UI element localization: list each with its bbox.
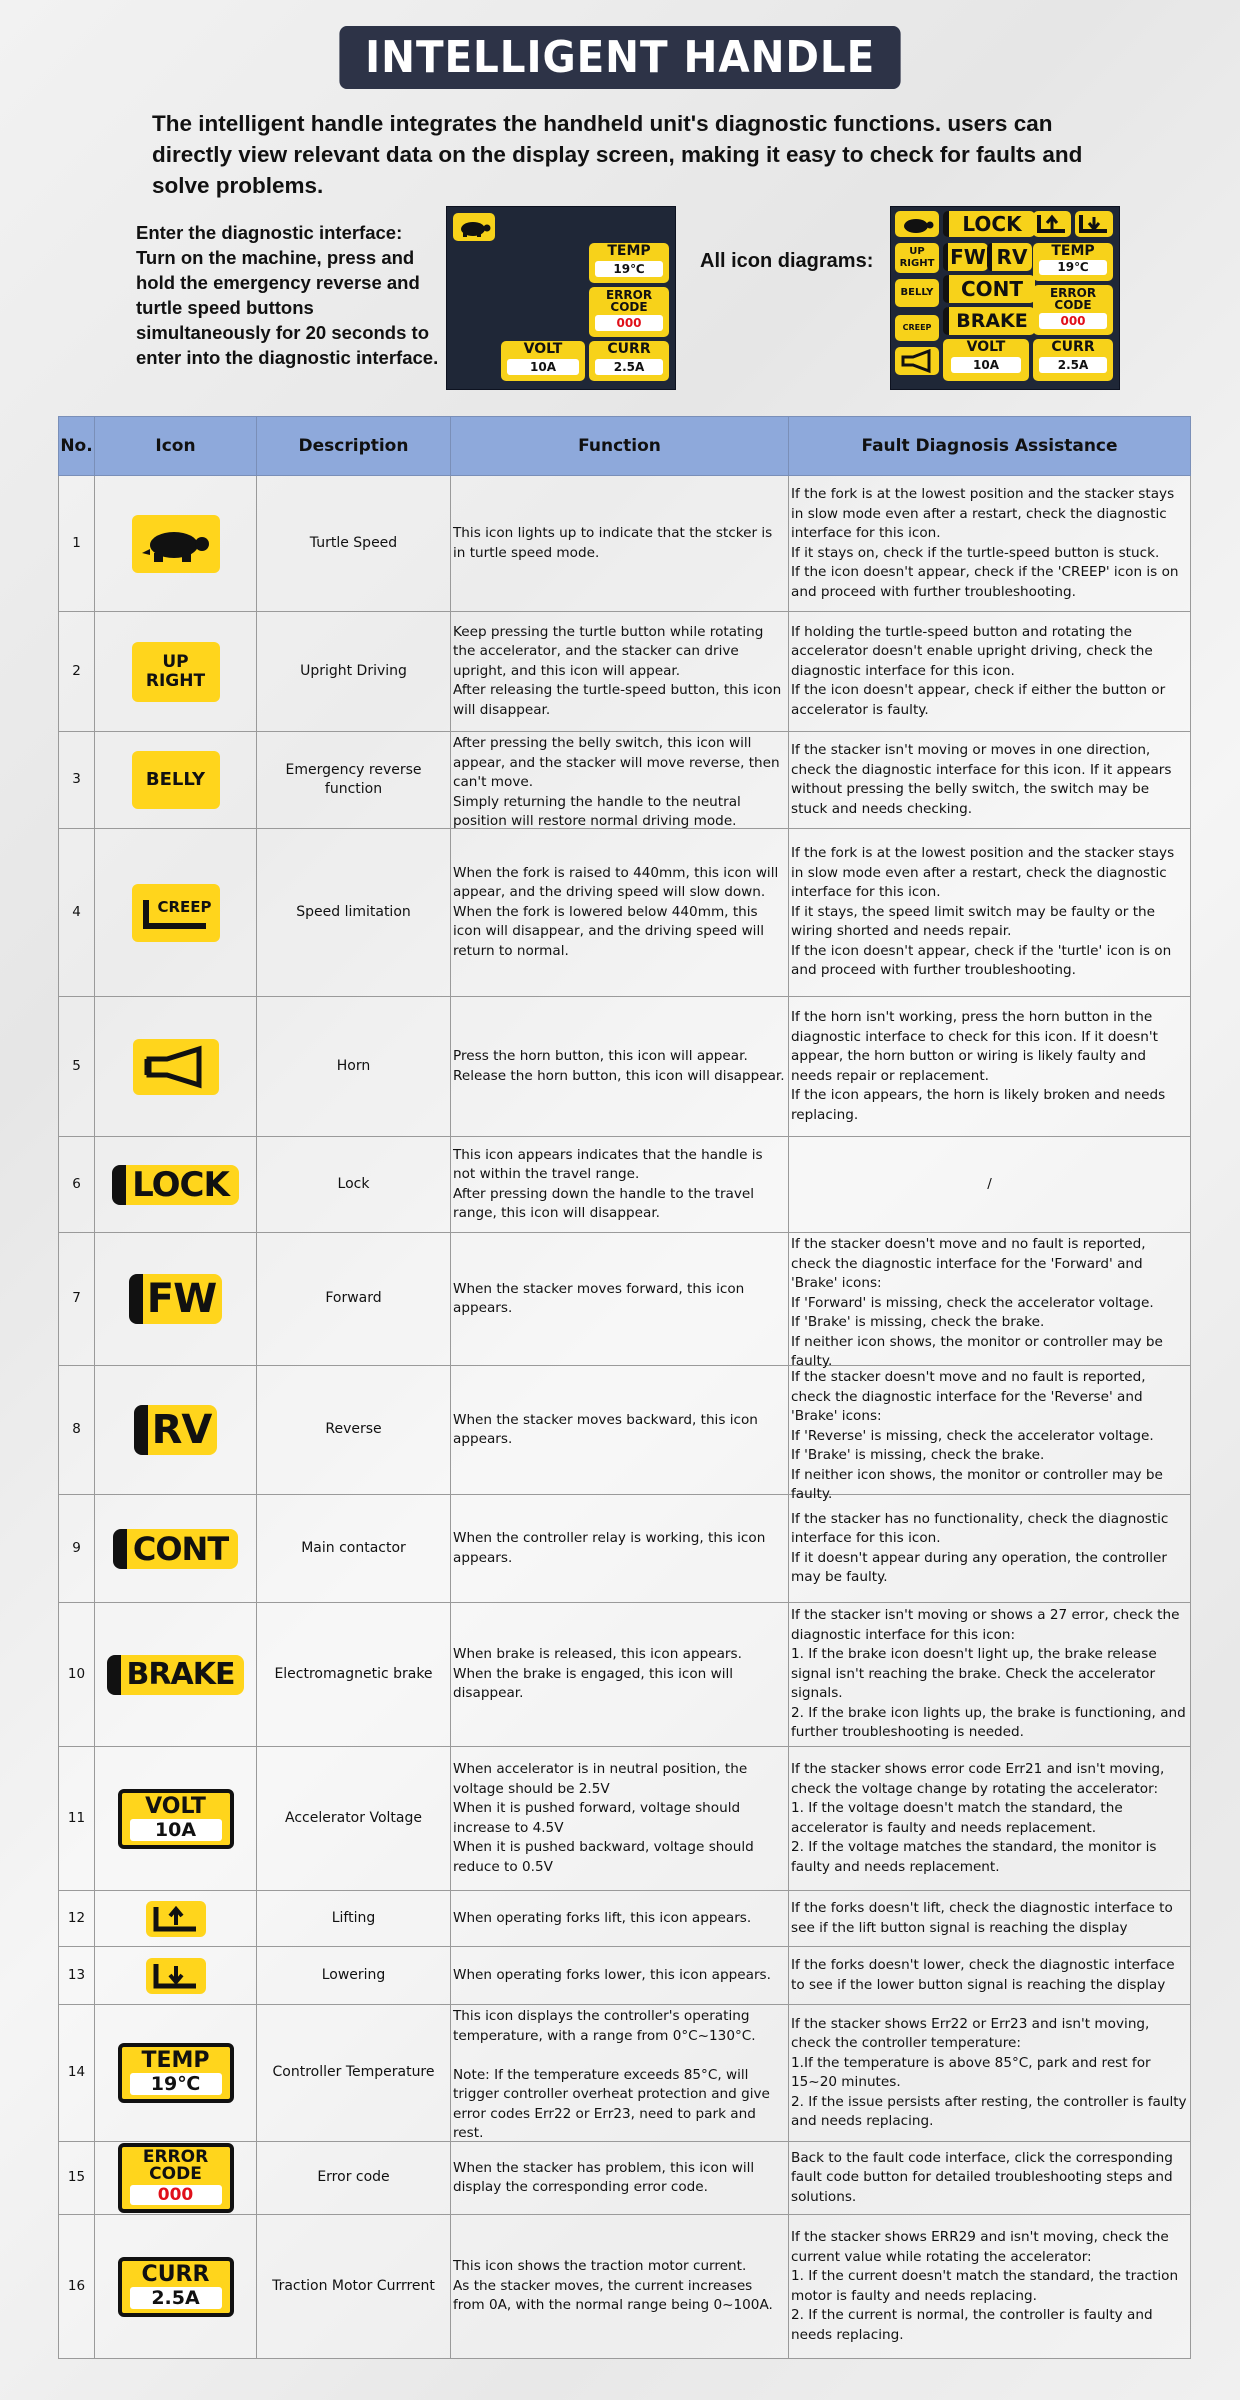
row-description-text: Lowering [321,1966,386,1983]
row-function-text: Keep pressing the turtle button while rotating the accelerator, and the stacker can drive upright, and this icon will appear. After releasing the turtle-speed button, this icon will disappear. [453,623,782,718]
table-header-row [59,417,1191,476]
row-number-text: 6 [72,1175,81,1192]
row-number-text: 1 [72,534,81,551]
row-function-text: This icon lights up to indicate that the stcker is in turtle speed mode. [453,525,773,561]
row-fault-assistance [789,612,1191,732]
row-number [59,1137,95,1233]
row-number [59,1891,95,1947]
row-icon [95,1947,257,2005]
row-fault-assistance [789,2142,1191,2215]
row-fault-assistance-text: If the stacker isn't moving or shows a 27 error, check the diagnostic interface for this icon: 1. If the brake icon doesn't light up, the brake release signal isn't reaching the brake. Check the accelerator signals. 2. If the brake icon lights up, the brake is functioning, and further troubleshooting is needed. [791,1607,1186,1741]
current-icon: CURR 2.5A [118,2279,234,2295]
row-number [59,1366,95,1495]
row-number [59,2142,95,2215]
enter-diagnostic-text: Enter the diagnostic interface: Turn on the machine, press and hold the emergency reverse and turtle speed buttons simultaneously for 20 seconds to enter into the diagnostic interface. [136,222,439,368]
row-number [59,2215,95,2359]
row-icon [95,1366,257,1495]
row-fault-assistance-text: If the forks doesn't lower, check the diagnostic interface to see if the lower button signal is reaching the display [791,1957,1175,1993]
belly-icon: BELLY [895,279,939,307]
row-fault-assistance [789,997,1191,1137]
row-function-text: When accelerator is in neutral position, the voltage should be 2.5V When it is pushed forward, voltage should increase to 4.5V When it is pushed backward, voltage should reduce to 0.5V [453,1761,754,1875]
row-description-text: Error code [317,2169,390,2186]
row-function-text: When the stacker moves forward, this icon appears. [453,1280,745,1316]
row-function-text: Press the horn button, this icon will appear. Release the horn button, this icon will disappear. [453,1048,785,1084]
header-icon: Icon [95,417,257,476]
row-number [59,997,95,1137]
row-description-text: Lifting [331,1909,376,1926]
screen-curr-box: CURR 2.5A [1033,339,1113,381]
row-fault-assistance [789,2005,1191,2142]
row-function [451,732,789,829]
row-number-text: 4 [72,903,81,920]
row-function [451,2005,789,2142]
row-function-text: When operating forks lift, this icon appears. [453,1909,752,1926]
row-function-text: When the fork is raised to 440mm, this icon will appear, and the driving speed will slow down. When the fork is lowered below 440mm, this icon will disappear, and the driving speed will return to normal. [453,864,779,959]
row-function [451,1366,789,1495]
lock-icon: LOCK [112,1184,239,1200]
table-row [59,732,1191,829]
row-number [59,1947,95,2005]
upright-icon: UP RIGHT [895,243,939,273]
row-fault-assistance-text: If holding the turtle-speed button and rotating the accelerator doesn't enable upright driving, check the diagnostic interface for this icon. If the icon doesn't appear, check if either the button or accelerator is faulty. [791,623,1166,718]
lifting-icon [146,1911,206,1927]
row-fault-assistance-text: If the stacker doesn't move and no fault is reported, check the diagnostic interface for the 'Forward' and 'Brake' icons: If 'Forward' is missing, check the accelerator voltage. If 'Brake' is missing, check the brake. If neither icon shows, the monitor or controller may be faulty. [791,1236,1163,1369]
diagnostic-table [58,416,1191,2359]
row-function [451,1137,789,1233]
row-description-text: Controller Temperature [272,2064,435,2081]
row-description [257,2005,451,2142]
row-icon [95,732,257,829]
temp-icon: TEMP 19℃ [118,2065,234,2081]
row-number [59,1495,95,1603]
row-description [257,2142,451,2215]
row-function-text: When the stacker moves backward, this icon appears. [453,1411,758,1447]
row-fault-assistance [789,732,1191,829]
row-fault-assistance [789,1137,1191,1233]
row-description-text: Main contactor [301,1539,406,1556]
horn-icon [133,1059,219,1075]
screen-error-box: ERROR CODE 000 [1033,285,1113,335]
row-number [59,612,95,732]
row-icon [95,1603,257,1747]
row-fault-assistance [789,1947,1191,2005]
row-function-text: When operating forks lower, this icon appears. [453,1966,771,1983]
row-fault-assistance-text: If the stacker shows error code Err21 and isn't moving, check the voltage change by rotating the accelerator: 1. If the voltage doesn't match the standard, the accelerator is faulty and needs replacement. 2. If the voltage matches the standard, the monitor is faulty and needs replacement. [791,1761,1165,1875]
intro-text: The intelligent handle integrates the handheld unit's diagnostic functions. users can directly view relevant data on the display screen, making it easy to check for faults and solve problems. [152,111,1083,198]
row-number [59,2005,95,2142]
row-number [59,829,95,997]
row-fault-assistance [789,1603,1191,1747]
volt-icon: VOLT 10A [118,1811,234,1827]
horn-icon [895,347,939,375]
table-row [59,1495,1191,1603]
row-function [451,1495,789,1603]
row-description [257,1366,451,1495]
turtle-icon [895,211,939,237]
row-fault-assistance [789,1366,1191,1502]
row-fault-assistance-text: If the stacker doesn't move and no fault is reported, check the diagnostic interface for the 'Reverse' and 'Brake' icons: If 'Reverse' is missing, check the accelerator voltage. If 'Brake' is missing, check the brake. If neither icon shows, the monitor or controller may be faulty. [791,1369,1163,1502]
row-description [257,2215,451,2359]
row-description-text: Turtle Speed [309,534,398,551]
forward-icon: FW [943,243,988,271]
title-banner [0,26,1240,89]
screen-error-box: ERROR CODE 000 [589,287,669,337]
table-row [59,1366,1191,1495]
row-function-text: This icon displays the controller's operating temperature, with a range from 0°C~130°C. Note: If the temperature exceeds 85°C, will trigger controller overheat protection and give error codes Err22 or Err23, need to park and rest. [453,2008,770,2141]
row-fault-assistance [789,829,1191,997]
screen-lock-icon: LOCK [943,211,1035,237]
screen-temp-box: TEMP 19℃ [589,243,669,283]
row-number-text: 2 [72,662,81,679]
row-fault-assistance [789,1495,1191,1603]
row-number-text: 12 [67,1909,86,1926]
belly-icon: BELLY [132,772,220,788]
row-function [451,1947,789,2005]
table-row [59,997,1191,1137]
lowering-icon [1075,211,1113,237]
forward-icon: FW [129,1300,222,1316]
row-description [257,1495,451,1603]
row-icon [95,1891,257,1947]
row-fault-assistance-text: If the fork is at the lowest position and the stacker stays in slow mode even after a restart, check the diagnostic interface for this icon. If it stays, the speed limit switch may be faulty or the wiring shorted and needs repair. If the icon doesn't appear, check if the 'turtle' icon is on and proceed with further troubleshooting. [791,845,1175,979]
row-fault-assistance [789,1233,1191,1369]
row-description-text: Upright Driving [300,662,407,679]
row-fault-assistance-text: If the stacker isn't moving or moves in one direction, check the diagnostic interface for this icon. If it appears without pressing the belly switch, the switch may be stuck and needs checking. [791,742,1172,817]
row-description [257,612,451,732]
row-fault-assistance [789,1747,1191,1891]
screen-contactor-icon: CONT [943,275,1035,303]
row-description-text: Lock [337,1175,370,1192]
row-description [257,1603,451,1747]
row-function-text: When the stacker has problem, this icon will display the corresponding error code. [453,2159,755,2195]
row-function [451,612,789,732]
row-number-text: 8 [72,1421,81,1438]
row-function-text: After pressing the belly switch, this icon will appear, and the stacker will move reverse, then can't move. Simply returning the handle to the neutral position will restore normal driving mode. [453,735,780,829]
row-icon [95,829,257,997]
row-number-text: 15 [67,2169,86,2186]
screen-curr-box: CURR 2.5A [589,341,669,381]
all-icons-screen [890,206,1120,390]
row-description-text: Horn [336,1057,371,1074]
row-description [257,1947,451,2005]
row-icon [95,1233,257,1366]
screen-volt-box: VOLT 10A [943,339,1029,381]
row-number-text: 10 [67,1665,86,1682]
row-number [59,476,95,612]
row-fault-assistance [789,1891,1191,1947]
brake-icon: BRAKE [107,1672,245,1688]
row-description [257,1747,451,1891]
row-description [257,1891,451,1947]
row-description-text: Speed limitation [296,903,411,920]
row-fault-assistance [789,476,1191,612]
row-description-text: Electromagnetic brake [274,1665,433,1682]
row-description-text: Accelerator Voltage [285,1809,422,1826]
row-description [257,997,451,1137]
diagnostic-screen [446,206,676,390]
row-fault-assistance-text: If the stacker shows ERR29 and isn't moving, check the current value while rotating the accelerator: 1. If the current doesn't match the standard, the traction motor is faulty and needs replacing. 2. If the current is normal, the controller is faulty and needs replacing. [791,2229,1179,2343]
screen-volt-box: VOLT 10A [501,341,585,381]
row-description-text: Forward [325,1290,382,1307]
turtle-icon [132,536,220,552]
row-function [451,829,789,997]
header-description: Description [257,417,451,476]
lifting-icon [1033,211,1071,237]
table-row [59,612,1191,732]
row-icon [95,2142,257,2215]
row-number-text: 7 [72,1290,81,1307]
row-number [59,1603,95,1747]
row-icon [95,476,257,612]
row-description [257,829,451,997]
creep-icon: CREEP [895,315,939,341]
row-description-text: Emergency reverse function [285,761,422,797]
row-description [257,476,451,612]
row-function [451,1747,789,1891]
lowering-icon [146,1968,206,1984]
row-description [257,1233,451,1366]
row-description-text: Reverse [325,1421,382,1438]
reverse-icon: RV [987,243,1032,271]
row-icon [95,612,257,732]
screen-brake-icon: BRAKE [943,307,1035,335]
row-icon [95,2005,257,2142]
header-function: Function [451,417,789,476]
row-number-text: 13 [67,1966,86,1983]
row-fault-assistance-text: If the stacker has no functionality, check the diagnostic interface for this icon. If it doesn't appear during any operation, the controller may be faulty. [791,1510,1169,1585]
row-fault-assistance-text: If the fork is at the lowest position and the stacker stays in slow mode even after a restart, check the diagnostic interface for this icon. If it stays on, check if the turtle-speed button is stuck. If the icon doesn't appear, check if the 'CREEP' icon is on and proceed with further troubleshooting. [791,486,1179,600]
header-fault: Fault Diagnosis Assistance [789,417,1191,476]
row-description [257,1137,451,1233]
creep-icon: CREEP [132,905,220,921]
table-row [59,2215,1191,2359]
row-function [451,1603,789,1747]
row-description [257,732,451,829]
table-row [59,1137,1191,1233]
row-fault-assistance [789,2215,1191,2359]
row-icon [95,1137,257,1233]
upright-icon: UP RIGHT [132,664,220,680]
row-function [451,476,789,612]
row-fault-assistance-text: If the horn isn't working, press the horn button in the diagnostic interface to check for this icon. If it doesn't appear, the horn button or wiring is likely faulty and needs repair or replacement. If the icon appears, the horn is likely broken and needs replacing. [791,1009,1166,1123]
error-code-icon: ERROR CODE 000 [118,2170,234,2186]
row-number-text: 9 [72,1539,81,1556]
reverse-icon: RV [134,1431,218,1447]
row-function-text: When the controller relay is working, this icon appears. [453,1530,766,1566]
row-function-text: This icon shows the traction motor current. As the stacker moves, the current increases from 0A, with the normal range being 0~100A. [453,2258,773,2314]
row-number-text: 5 [72,1057,81,1074]
table-row [59,1947,1191,2005]
all-icons-label: All icon diagrams: [700,250,874,272]
page-title: INTELLIGENT HANDLE [339,26,901,89]
row-function [451,2215,789,2359]
row-icon [95,2215,257,2359]
table-row [59,1233,1191,1366]
turtle-icon [453,213,495,241]
row-number-text: 16 [67,2277,86,2294]
row-icon [95,997,257,1137]
row-number [59,732,95,829]
table-row [59,829,1191,997]
row-function [451,1233,789,1366]
row-icon [95,1495,257,1603]
row-function [451,1891,789,1947]
row-fault-assistance-text: If the stacker shows Err22 or Err23 and isn't moving, check the controller temperature: 1.If the temperature is above 85°C, park and rest for 15~20 minutes. 2. If the issue persists after resting, the controller is faulty and needs replacing. [791,2015,1187,2129]
row-number-text: 14 [67,2064,86,2081]
row-fault-assistance-text: Back to the fault code interface, click the corresponding fault code button for detailed troubleshooting steps and solutions. [791,2149,1173,2205]
row-function-text: This icon appears indicates that the handle is not within the travel range. After pressing down the handle to the travel range, this icon will disappear. [453,1146,763,1221]
screen-temp-box: TEMP 19℃ [1033,243,1113,281]
row-number [59,1747,95,1891]
row-function-text: When brake is released, this icon appears. When the brake is engaged, this icon will disappear. [453,1646,742,1702]
contactor-icon: CONT [113,1548,238,1564]
row-fault-assistance-text: / [987,1175,992,1192]
row-number-text: 11 [67,1809,86,1826]
table-row [59,1891,1191,1947]
table-row [59,2142,1191,2215]
table-row [59,1603,1191,1747]
row-number [59,1233,95,1366]
table-row [59,476,1191,612]
row-number-text: 3 [72,771,81,788]
row-icon [95,1747,257,1891]
row-function [451,2142,789,2215]
row-fault-assistance-text: If the forks doesn't lift, check the diagnostic interface to see if the lift button signal is reaching the display [791,1900,1173,1936]
table-row [59,2005,1191,2142]
row-description-text: Traction Motor Currrent [272,2277,435,2294]
table-row [59,1747,1191,1891]
row-function [451,997,789,1137]
header-no: No. [59,417,95,476]
